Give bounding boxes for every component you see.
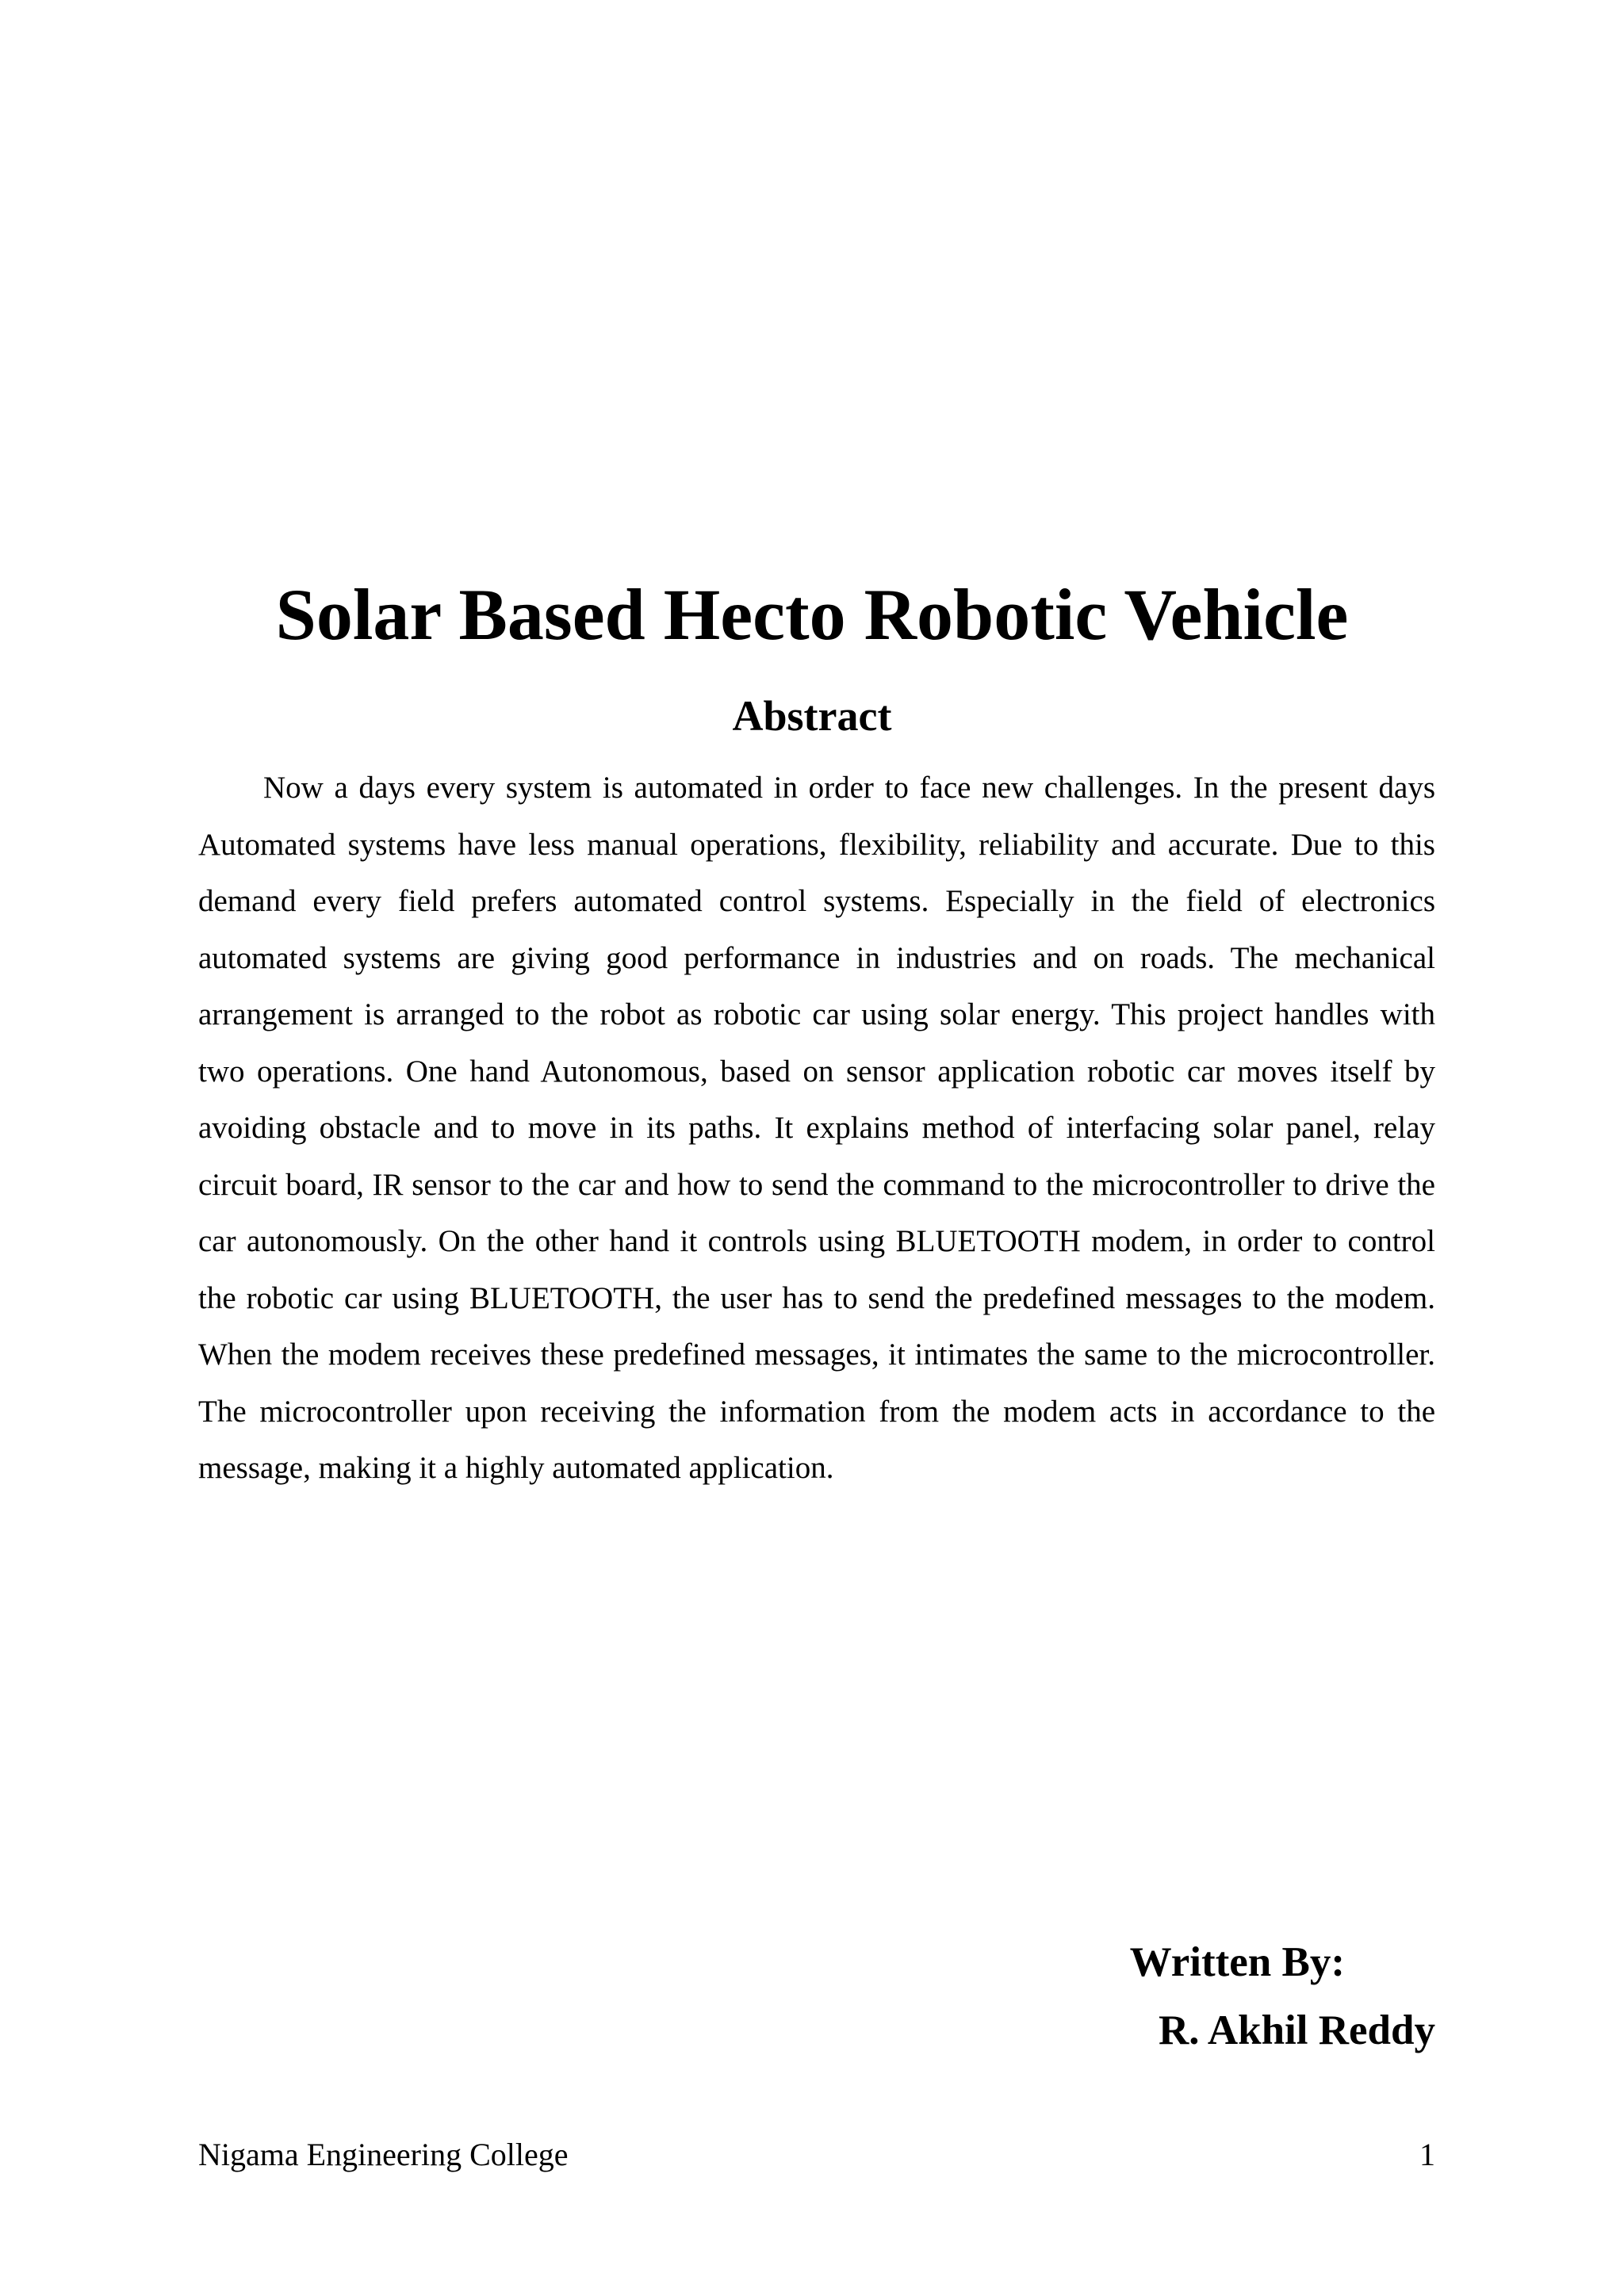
abstract-heading: Abstract <box>732 692 892 740</box>
author-name: R. Akhil Reddy <box>1158 2007 1435 2053</box>
written-by-label: Written By: <box>1129 1939 1345 1985</box>
document-title: Solar Based Hecto Robotic Vehicle <box>275 574 1349 655</box>
footer-college-name: Nigama Engineering College <box>198 2137 569 2172</box>
abstract-paragraph: Now a days every system is automated in order to face new challenges. In the present days Automated systems have less manual operations, flexibility, reliability and accurate. Due to this demand every field prefers automated control systems. Especially in the field of electronics automated systems are giving good performance in industries and on roads. The mechanical arrangement is arranged to the robot as robotic car using solar energy. This project handles with two operations. One hand Autonomous, based on sensor application robotic car moves itself by avoiding obstacle and to move in its paths. It explains method of interfacing solar panel, relay circuit board, IR sensor to the car and how to send the command to the microcontroller to drive the car autonomously. On the other hand it controls using BLUETOOTH modem, in order to control the robotic car using BLUETOOTH, the user has to send the predefined messages to the modem. When the modem receives these predefined messages, it intimates the same to the microcontroller. The microcontroller upon receiving the information from the modem acts in accordance to the message, making it a highly automated application. <box>198 771 1435 1485</box>
footer-page-number: 1 <box>1419 2137 1435 2172</box>
